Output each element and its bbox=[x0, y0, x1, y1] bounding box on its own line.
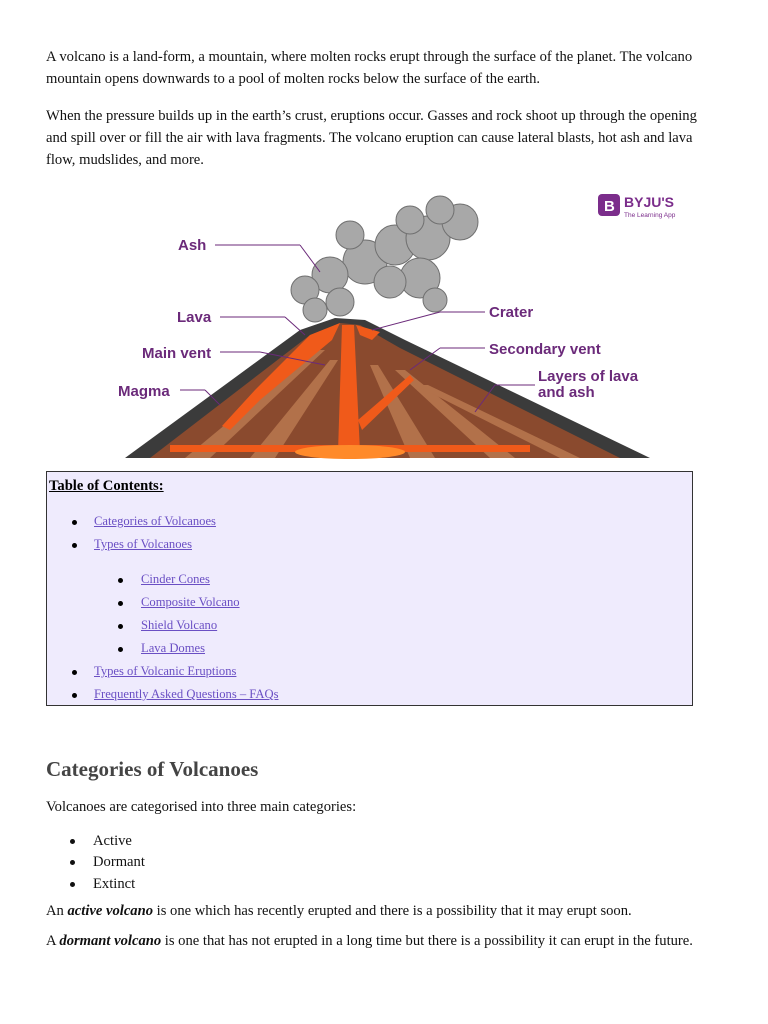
ash-cloud bbox=[291, 196, 478, 322]
toc-bullet bbox=[72, 693, 77, 698]
toc-bullet bbox=[118, 601, 123, 606]
toc-bullet bbox=[118, 578, 123, 583]
text-fragment: An bbox=[46, 903, 68, 919]
text-fragment: is one that has not erupted in a long time but there is a possibility it can erupt in the future. bbox=[161, 933, 693, 949]
toc-link-eruptions[interactable]: Types of Volcanic Eruptions bbox=[94, 664, 237, 678]
text-fragment: A bbox=[46, 933, 60, 949]
label-lava: Lava bbox=[177, 309, 212, 326]
toc-title: Table of Contents: bbox=[49, 478, 164, 494]
term-dormant-volcano: dormant volcano bbox=[59, 933, 162, 949]
label-magma: Magma bbox=[118, 383, 170, 400]
list-bullet bbox=[70, 839, 75, 844]
toc-link-faqs[interactable]: Frequently Asked Questions – FAQs bbox=[94, 687, 279, 701]
label-ash: Ash bbox=[178, 237, 207, 254]
toc-link-categories[interactable]: Categories of Volcanoes bbox=[94, 514, 216, 528]
byjus-logo bbox=[598, 194, 676, 219]
list-item-extinct: Extinct bbox=[93, 876, 136, 892]
list-item-dormant: Dormant bbox=[93, 854, 145, 870]
brand-logo-letter: B bbox=[604, 198, 615, 215]
toc-bullet bbox=[72, 520, 77, 525]
volcano-diagram bbox=[110, 190, 700, 460]
active-volcano-paragraph bbox=[46, 900, 718, 922]
list-bullet bbox=[70, 860, 75, 865]
brand-name: BYJU'S bbox=[624, 194, 675, 210]
toc-bullet bbox=[72, 670, 77, 675]
dormant-volcano-paragraph bbox=[46, 930, 718, 952]
toc-bullet bbox=[72, 543, 77, 548]
label-secondary-vent: Secondary vent bbox=[489, 341, 601, 358]
label-layers-line-2: and ash bbox=[538, 384, 595, 401]
brand-tagline: The Learning App bbox=[624, 212, 676, 219]
text-fragment: is one which has recently erupted and there is a possibility that it may erupt soon. bbox=[153, 903, 632, 919]
list-item-active: Active bbox=[93, 833, 132, 849]
toc-link-shield-volcano[interactable]: Shield Volcano bbox=[141, 618, 218, 632]
label-main-vent: Main vent bbox=[142, 345, 212, 362]
section-heading-categories: Categories of Volcanoes bbox=[46, 757, 259, 781]
toc-link-lava-domes[interactable]: Lava Domes bbox=[141, 641, 205, 655]
label-layers-line-1: Layers of lava bbox=[538, 368, 639, 385]
categories-intro: Volcanoes are categorised into three main categories: bbox=[46, 799, 357, 815]
list-bullet bbox=[70, 882, 75, 887]
label-crater: Crater bbox=[489, 304, 534, 321]
magma-chamber bbox=[295, 445, 405, 459]
toc-link-types[interactable]: Types of Volcanoes bbox=[94, 537, 192, 551]
toc-bullet bbox=[118, 647, 123, 652]
toc-link-composite-volcano[interactable]: Composite Volcano bbox=[141, 595, 240, 609]
term-active-volcano: active volcano bbox=[67, 903, 154, 919]
table-of-contents bbox=[46, 471, 693, 706]
intro-paragraph-1: A volcano is a land-form, a mountain, where molten rocks erupt through the surface of the planet. The volcano mountain opens downwards to a pool of molten rocks below the surface of the earth. bbox=[46, 49, 693, 87]
intro-paragraph-2: When the pressure builds up in the earth’s crust, eruptions occur. Gasses and rock shoot up through the opening and spill over or fill the air with lava fragments. The volcano eruption can cause lateral blasts, hot ash and lava flow, mudslides, and more. bbox=[46, 108, 697, 168]
toc-bullet bbox=[118, 624, 123, 629]
toc-link-cinder-cones[interactable]: Cinder Cones bbox=[141, 572, 210, 586]
